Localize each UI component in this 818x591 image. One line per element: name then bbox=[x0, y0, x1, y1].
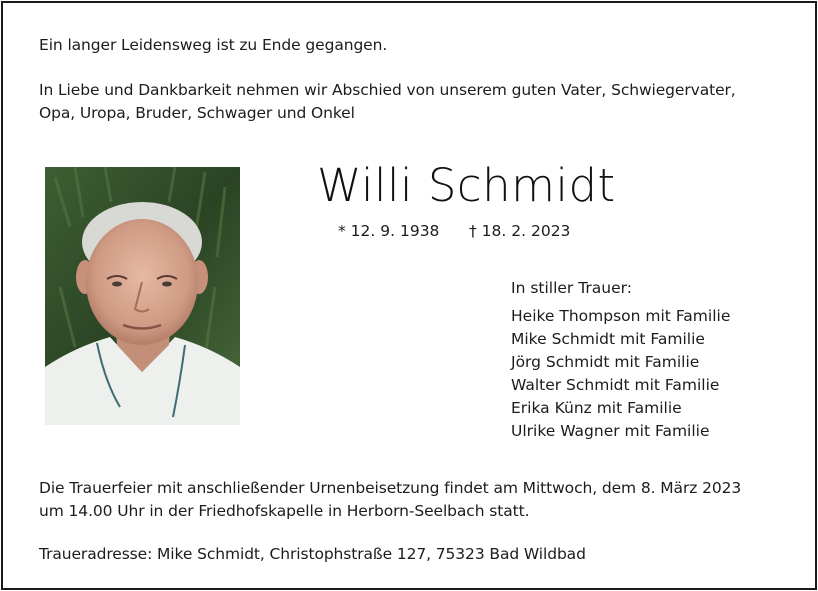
deceased-name: Willi Schmidt bbox=[317, 159, 616, 212]
death-date: † 18. 2. 2023 bbox=[469, 222, 571, 240]
mourner-item: Walter Schmidt mit Familie bbox=[511, 376, 720, 394]
mourners-heading: In stiller Trauer: bbox=[511, 279, 632, 297]
obituary-notice bbox=[1, 1, 817, 590]
mourning-address: Traueradresse: Mike Schmidt, Christophstraße 127, 75323 Bad Wildbad bbox=[39, 545, 586, 563]
ceremony-line-1: Die Trauerfeier mit anschließender Urnenbeisetzung findet am Mittwoch, dem 8. März 2023 bbox=[39, 479, 742, 497]
mourners-block bbox=[511, 277, 730, 443]
farewell-text bbox=[39, 79, 736, 125]
mourner-item: Mike Schmidt mit Familie bbox=[511, 330, 705, 348]
mourner-item: Jörg Schmidt mit Familie bbox=[511, 353, 700, 371]
portrait-photo bbox=[45, 167, 240, 425]
farewell-line-2: Opa, Uropa, Bruder, Schwager und Onkel bbox=[39, 104, 355, 122]
intro-line: Ein langer Leidensweg ist zu Ende gegangen. bbox=[39, 36, 388, 54]
farewell-line-1: In Liebe und Dankbarkeit nehmen wir Abschied von unserem guten Vater, Schwiegervater, bbox=[39, 81, 736, 99]
ceremony-line-2: um 14.00 Uhr in der Friedhofskapelle in Herborn-Seelbach statt. bbox=[39, 502, 530, 520]
mourner-item: Erika Künz mit Familie bbox=[511, 399, 682, 417]
ceremony-info bbox=[39, 477, 741, 523]
mourner-item: Heike Thompson mit Familie bbox=[511, 307, 731, 325]
birth-date: * 12. 9. 1938 bbox=[338, 222, 440, 240]
mourner-item: Ulrike Wagner mit Familie bbox=[511, 422, 710, 440]
